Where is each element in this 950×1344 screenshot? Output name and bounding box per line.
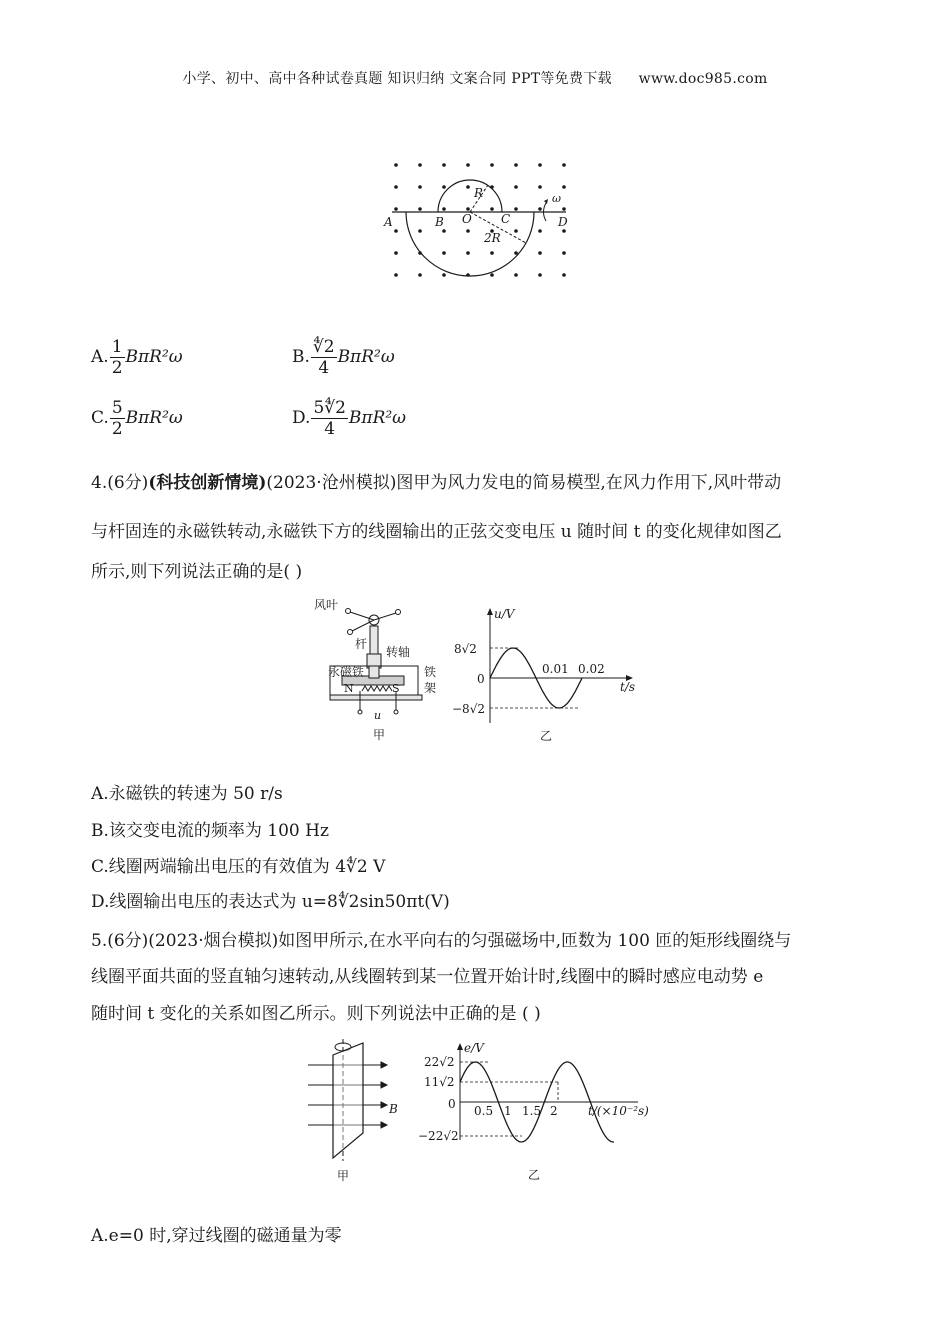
x-tick-2: 2 [550,1104,558,1118]
field-dot [538,229,542,233]
x-tick-002: 0.02 [578,662,605,676]
label-fengye: 风叶 [314,598,339,612]
x-label: t/(×10⁻²s) [588,1104,649,1118]
field-dot [442,207,446,211]
y-label: u/V [494,607,515,621]
q3-b-tail: BπR²ω [337,347,395,367]
q3-b-den: 4 [318,358,330,378]
field-dot [490,251,494,255]
q3-d-letter: D. [292,408,311,428]
field-dot [538,207,542,211]
x-tick-1: 1 [504,1104,512,1118]
field-dot [466,207,470,211]
q3-a-fraction [110,337,125,378]
y-tick-22: 22√2 [424,1055,455,1069]
small-semicircle [438,180,502,212]
label-O: O [462,212,472,226]
q3-a-den: 2 [111,358,123,378]
field-dot [442,229,446,233]
q5-line3: 随时间 t 变化的关系如图乙所示。则下列说法中正确的是 ( ) [91,1004,541,1024]
y-tick-m22: −22√2 [418,1129,459,1143]
coil-frame [333,1043,363,1158]
field-dot [514,185,518,189]
field-dot [562,273,566,277]
label-N: N [344,682,354,695]
q3-d-tail: BπR²ω [348,408,407,428]
x-tick-001: 0.01 [542,662,569,676]
figure-magnetic-loop [370,155,585,290]
field-dot [562,251,566,255]
q3-d-den: 4 [324,419,336,439]
label-D: D [558,215,568,229]
field-dot [394,185,398,189]
field-dot [562,163,566,167]
q4-figure-jia [310,598,455,743]
field-dot [538,251,542,255]
field-dot [562,207,566,211]
field-dot [514,163,518,167]
caption-yi: 乙 [528,1168,541,1182]
field-dot [418,163,422,167]
q3-a-num: 1 [111,337,123,357]
label-gan: 杆 [355,637,368,651]
q3-d-fraction [311,398,347,439]
q3-option-b [292,337,395,378]
q3-c-letter: C. [91,408,109,428]
q3-c-fraction [110,398,125,439]
field-dot [418,207,422,211]
field-dot [466,229,470,233]
field-dot [394,251,398,255]
field-dot [490,163,494,167]
q4-line1-text: (2023·沧州模拟)图甲为风力发电的简易模型,在风力作用下,风叶带动 [266,473,782,493]
label-R: R [474,186,484,200]
x-tick-15: 1.5 [522,1104,542,1118]
q3-c-num: 5 [111,398,123,418]
field-dot [538,273,542,277]
y-tick-11: 11√2 [424,1075,455,1089]
field-dot [538,185,542,189]
header-text: 小学、初中、高中各种试卷真题 知识归纳 文案合同 PPT等免费下载 [182,71,612,87]
field-dots [394,163,566,277]
q4-tag: (科技创新情境) [148,473,267,493]
field-dot [394,273,398,277]
y-tick-max: 8√2 [454,642,477,656]
field-dot [394,229,398,233]
label-B: B [389,1102,398,1116]
y-tick-zero: 0 [448,1097,456,1111]
header-url: www.doc985.com [638,71,768,87]
q3-option-c [91,398,183,439]
q4-line3: 所示,则下列说法正确的是( ) [91,562,303,582]
y-label: e/V [464,1041,484,1055]
q3-d-num: 5∜2 [313,398,346,418]
label-omega: ω [552,192,561,205]
q4-option-a: A.永磁铁的转速为 50 r/s [91,784,283,804]
field-dot [418,273,422,277]
q5-figure-yi [418,1040,658,1185]
q4-option-b: B.该交变电流的频率为 100 Hz [91,821,329,841]
page-header [0,68,950,88]
field-dot [514,273,518,277]
field-dot [490,207,494,211]
field-dot [514,207,518,211]
q5-line1: 5.(6分)(2023·烟台模拟)如图甲所示,在水平向右的匀强磁场中,匝数为 100 匝的矩形线圈绕与 [91,931,792,951]
q3-b-fraction [311,337,337,378]
field-dot [394,163,398,167]
y-tick-zero: 0 [477,672,485,686]
label-B: B [435,215,444,229]
field-dot [514,229,518,233]
q3-c-tail: BπR²ω [125,408,183,428]
label-C: C [501,212,511,226]
field-dot [466,251,470,255]
field-dot [442,273,446,277]
label-A: A [384,215,393,229]
label-S: S [392,682,400,695]
field-dot [466,163,470,167]
field-dot [394,207,398,211]
caption-jia: 甲 [337,1169,350,1183]
q3-c-den: 2 [111,419,123,439]
label-2R: 2R [484,231,501,245]
label-tie: 铁 [424,665,437,679]
q3-b-num: ∜2 [312,337,335,357]
q4-figure-yi [450,603,645,745]
x-label: t/s [620,680,636,694]
field-dot [442,185,446,189]
field-dot [490,273,494,277]
q4-line2: 与杆固连的永磁铁转动,永磁铁下方的线圈输出的正弦交变电压 u 随时间 t 的变化规律如图乙 [91,522,782,542]
label-jia: 架 [424,681,437,695]
q3-b-letter: B. [292,347,310,367]
caption-yi: 乙 [540,729,553,743]
caption-jia: 甲 [373,728,386,742]
q4-option-d: D.线圈输出电压的表达式为 u=8∜2sin50πt(V) [91,892,450,912]
label-yongcitie: 永磁铁 [328,665,365,679]
field-dot [418,229,422,233]
field-dot [562,229,566,233]
field-dot [538,163,542,167]
q3-option-a [91,337,183,378]
label-u: u [374,709,382,722]
q4-line1 [91,468,781,493]
q3-a-letter: A. [91,347,109,367]
q5-option-a: A.e=0 时,穿过线圈的磁通量为零 [91,1226,342,1246]
q5-line2: 线圈平面共面的竖直轴匀速转动,从线圈转到某一位置开始计时,线圈中的瞬时感应电动势 e [91,967,764,987]
q3-a-tail: BπR²ω [125,347,183,367]
q4-option-c: C.线圈两端输出电压的有效值为 4∜2 V [91,857,386,877]
x-tick-05: 0.5 [474,1104,494,1118]
y-tick-min: −8√2 [452,702,485,716]
field-dot [514,251,518,255]
label-zhuanzhou: 转轴 [386,645,411,659]
q4-number: 4.(6分) [91,473,149,493]
q5-figure-jia [303,1033,413,1185]
q3-option-d [292,398,406,439]
field-dot [418,185,422,189]
field-dot [562,185,566,189]
field-dot [466,185,470,189]
field-dot [442,251,446,255]
field-dot [442,163,446,167]
